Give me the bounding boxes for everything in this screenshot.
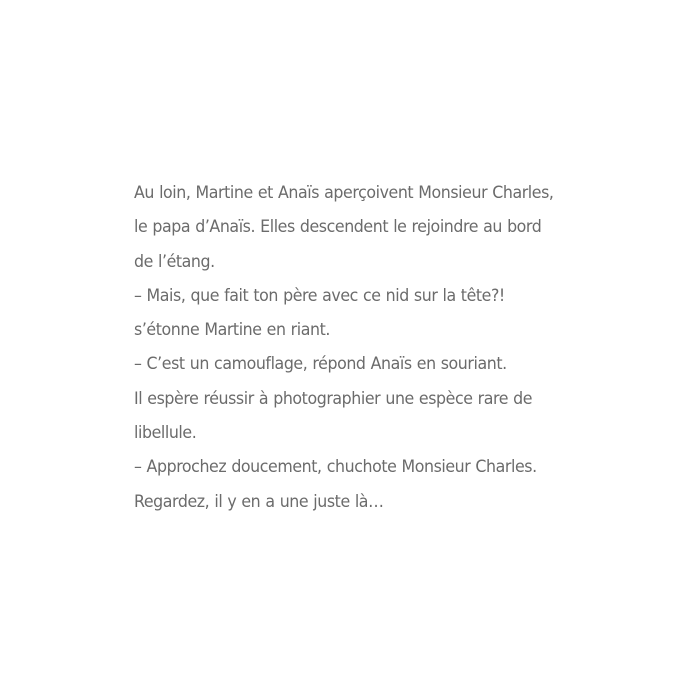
story-text — [134, 176, 618, 519]
text-line: le papa d’Anaïs. Elles descendent le rejoindre au bord — [134, 217, 542, 238]
dialogue-line: – Approchez doucement, chuchote Monsieur Charles. — [134, 457, 537, 478]
dialogue-line: – C’est un camouflage, répond Anaïs en souriant. — [134, 354, 507, 375]
text-line: de l’étang. — [134, 251, 215, 272]
text-line: Au loin, Martine et Anaïs aperçoivent Monsieur Charles, — [134, 183, 554, 203]
text-line: s’étonne Martine en riant. — [134, 320, 330, 341]
text-line: libellule. — [134, 423, 197, 444]
dialogue-line: – Mais, que fait ton père avec ce nid sur la tête?! — [134, 285, 505, 306]
text-line: Regardez, il y en a une juste là… — [134, 491, 384, 512]
text-line: Il espère réussir à photographier une espèce rare de — [134, 388, 533, 409]
